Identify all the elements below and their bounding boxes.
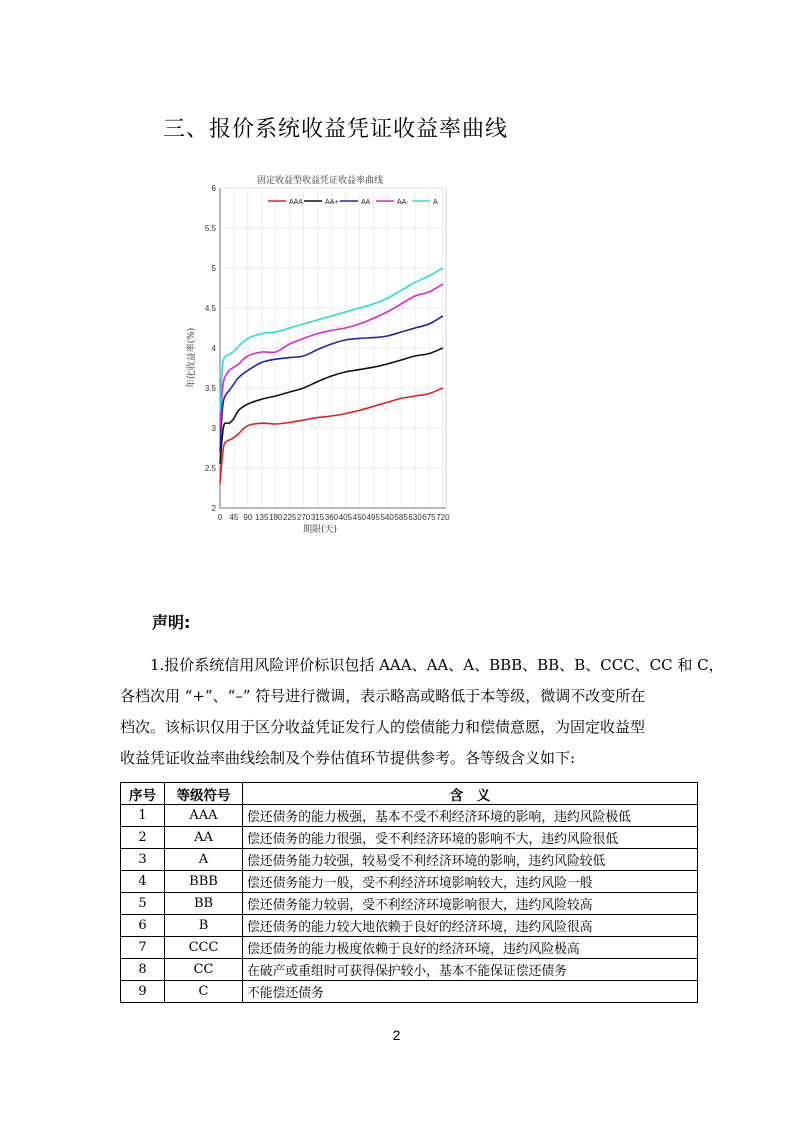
row-meaning: 偿还债务的能力较大地依赖于良好的经济环境，违约风险很高 <box>243 915 698 937</box>
declaration-paragraph <box>120 650 724 774</box>
row-grade: AA <box>165 827 243 849</box>
x-tick-label: 270 <box>296 513 311 522</box>
x-tick-label: 135 <box>255 513 269 522</box>
row-meaning: 偿还债务的能力极强，基本不受不利经济环境的影响，违约风险极低 <box>243 805 698 827</box>
row-grade: B <box>165 915 243 937</box>
row-grade: C <box>165 981 243 1003</box>
table-row <box>121 937 698 959</box>
chart-xlabel: 期限(天) <box>302 525 338 535</box>
row-meaning: 在破产或重组时可获得保护较小，基本不能保证偿还债务 <box>243 959 698 981</box>
table-row <box>121 959 698 981</box>
x-tick-label: 405 <box>338 513 353 522</box>
x-tick-label: 495 <box>366 513 380 522</box>
section-title: 三、报价系统收益凭证收益率曲线 <box>163 117 509 142</box>
row-meaning: 偿还债务的能力很强，受不利经济环境的影响不大，违约风险很低 <box>243 827 698 849</box>
x-tick-label: 450 <box>352 513 366 522</box>
row-grade: BB <box>165 893 243 915</box>
row-grade: A <box>165 849 243 871</box>
y-tick-label: 4.5 <box>204 304 216 313</box>
x-tick-label: 360 <box>324 513 339 522</box>
row-meaning: 不能偿还债务 <box>243 981 698 1003</box>
y-tick-label: 3 <box>211 424 216 433</box>
header-index: 序号 <box>121 783 165 805</box>
x-tick-label: 225 <box>282 513 297 522</box>
row-index: 6 <box>121 915 165 937</box>
x-tick-label: 0 <box>217 513 223 522</box>
paragraph-line: 1.报价系统信用风险评价标识包括 AAA、AA、A、BBB、BB、B、CCC、CC 和 C， <box>150 656 724 674</box>
table-row <box>121 915 698 937</box>
legend-label: A <box>433 199 438 206</box>
x-tick-label: 540 <box>380 513 394 522</box>
x-tick-label: 720 <box>436 513 450 522</box>
y-tick-label: 5 <box>211 264 216 273</box>
y-tick-label: 4 <box>211 344 216 353</box>
header-grade: 等级符号 <box>165 783 243 805</box>
legend-label: AAA <box>289 199 304 206</box>
row-index: 1 <box>121 805 165 827</box>
yield-curve-chart <box>180 168 460 543</box>
row-index: 4 <box>121 871 165 893</box>
paragraph-line: 档次。该标识仅用于区分收益凭证发行人的偿债能力和偿债意愿，为固定收益型 <box>120 718 646 736</box>
table-row <box>121 805 698 827</box>
header-meaning: 含 义 <box>243 783 698 805</box>
row-index: 9 <box>121 981 165 1003</box>
x-tick-label: 675 <box>422 513 436 522</box>
row-grade: AAA <box>165 805 243 827</box>
row-grade: CCC <box>165 937 243 959</box>
paragraph-line: 收益凭证收益率曲线绘制及个券估值环节提供参考。各等级含义如下: <box>120 749 576 767</box>
declaration-title: 声明: <box>152 613 191 632</box>
legend-label: AA <box>361 199 371 206</box>
paragraph-line: 各档次用 “+”、“–” 符号进行微调，表示略高或略低于本等级，微调不改变所在 <box>120 687 646 705</box>
x-tick-label: 180 <box>269 513 283 522</box>
table-row <box>121 849 698 871</box>
row-index: 8 <box>121 959 165 981</box>
x-tick-label: 315 <box>310 513 325 522</box>
legend-label: AA+ <box>325 199 339 206</box>
x-tick-label: 585 <box>394 513 408 522</box>
table-row <box>121 981 698 1003</box>
row-grade: CC <box>165 959 243 981</box>
legend-label: AA- <box>397 199 409 206</box>
y-tick-label: 3.5 <box>204 384 216 393</box>
y-tick-label: 2.5 <box>204 464 216 473</box>
row-index: 2 <box>121 827 165 849</box>
rating-table <box>120 782 698 1003</box>
x-tick-label: 45 <box>229 513 239 522</box>
y-tick-label: 2 <box>211 504 216 513</box>
row-index: 5 <box>121 893 165 915</box>
y-tick-label: 5.5 <box>204 224 216 233</box>
row-meaning: 偿还债务能力较强，较易受不利经济环境的影响，违约风险较低 <box>243 849 698 871</box>
y-tick-label: 6 <box>211 184 216 193</box>
table-row <box>121 827 698 849</box>
page-number: 2 <box>392 1027 401 1043</box>
row-index: 7 <box>121 937 165 959</box>
table-row <box>121 893 698 915</box>
table-row <box>121 871 698 893</box>
x-tick-label: 630 <box>408 513 422 522</box>
chart-title: 固定收益型收益凭证收益率曲线 <box>256 176 384 186</box>
row-grade: BBB <box>165 871 243 893</box>
row-meaning: 偿还债务能力一般，受不利经济环境影响较大，违约风险一般 <box>243 871 698 893</box>
row-index: 3 <box>121 849 165 871</box>
table-header-row <box>121 783 698 805</box>
row-meaning: 偿还债务能力较弱，受不利经济环境影响很大，违约风险较高 <box>243 893 698 915</box>
chart-ylabel: 年化收益率(%) <box>187 327 197 389</box>
row-meaning: 偿还债务的能力极度依赖于良好的经济环境，违约风险极高 <box>243 937 698 959</box>
x-tick-label: 90 <box>243 513 253 522</box>
